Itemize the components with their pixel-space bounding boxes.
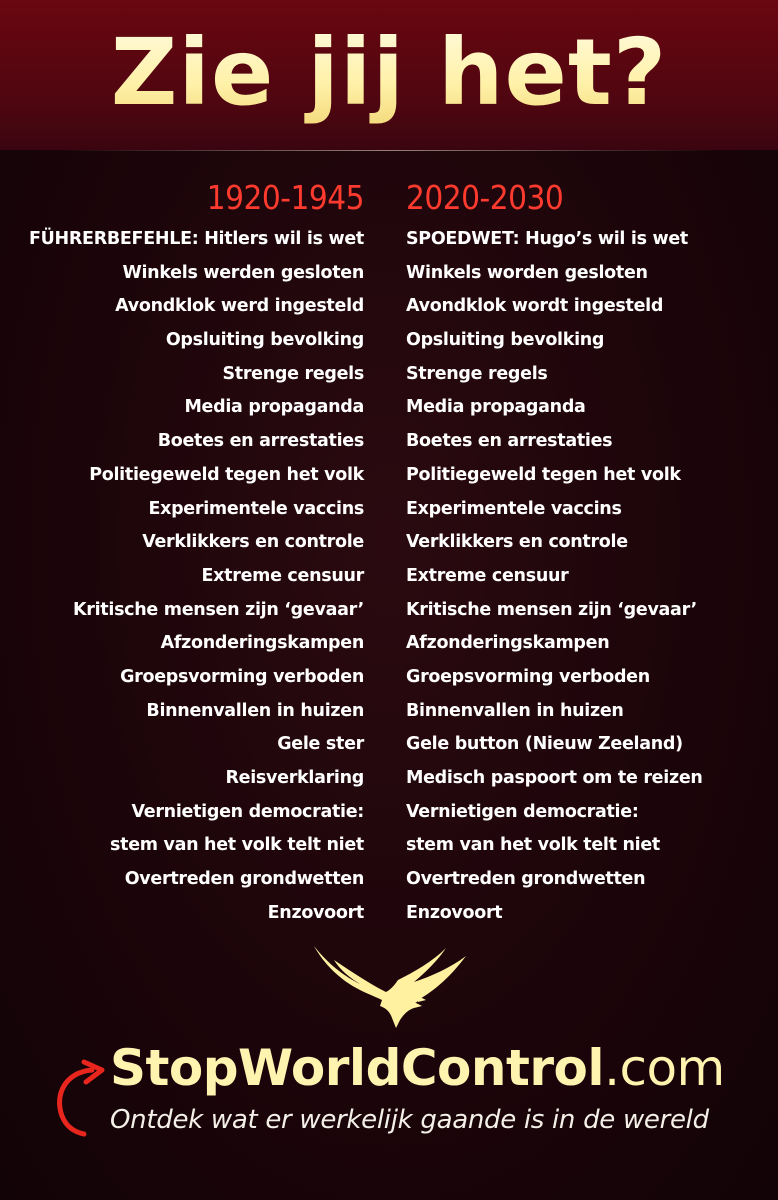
right-list-item: Experimentele vaccins [406,498,622,519]
left-list-item: Vernietigen democratie: [131,801,364,822]
left-list-item: Reisverklaring [225,768,364,788]
left-list-item: Politiegeweld tegen het volk [89,464,364,485]
right-column-list [406,223,703,930]
brand-url[interactable] [110,1036,725,1100]
left-list-item: Gele ster [277,734,364,755]
right-list-item: Vernietigen democratie: [406,801,639,822]
page-title: Zie jij het? [0,18,778,128]
right-list-item: Enzovoort [406,902,503,923]
right-list-item: Verklikkers en controle [406,532,628,553]
title-divider [60,150,718,151]
left-list-item: Overtreden grondwetten [124,869,364,890]
right-list-item: Gele button (Nieuw Zeeland) [406,734,683,755]
right-list-item: Opsluiting bevolking [406,330,605,351]
left-list-item: stem van het volk telt niet [110,835,364,856]
brand-tld: .com [604,1039,725,1097]
right-list-item: Afzonderingskampen [406,633,610,654]
left-column-heading: 1920-1945 [206,178,364,217]
left-list-item: Groepsvorming verboden [120,666,364,687]
left-list-item: Boetes en arrestaties [157,431,364,452]
right-list-item: Kritische mensen zijn ‘gevaar’ [406,599,697,620]
right-list-item: SPOEDWET: Hugo’s wil is wet [406,229,688,249]
curved-arrow-icon [46,1058,116,1138]
right-list-item: Medisch paspoort om te reizen [406,768,703,788]
right-list-item: Media propaganda [406,397,586,418]
left-list-item: Winkels werden gesloten [122,262,364,283]
left-list-item: Verklikkers en controle [142,532,364,553]
right-list-item: Binnenvallen in huizen [406,700,624,721]
left-list-item: FÜHRERBEFEHLE: Hitlers wil is wet [28,229,364,249]
right-column-heading: 2020-2030 [406,178,564,217]
right-list-item: Boetes en arrestaties [406,431,613,452]
left-list-item: Extreme censuur [201,565,364,586]
eagle-icon [310,942,470,1032]
left-list-item: Strenge regels [222,363,364,384]
left-list-item: Media propaganda [184,397,364,418]
right-list-item: stem van het volk telt niet [406,835,660,856]
right-list-item: Groepsvorming verboden [406,666,650,687]
right-list-item: Strenge regels [406,363,548,384]
left-list-item: Afzonderingskampen [160,633,364,654]
tagline: Ontdek wat er werkelijk gaande is in de wereld [110,1105,709,1135]
left-list-item: Opsluiting bevolking [165,330,364,351]
left-list-item: Enzovoort [267,902,364,923]
right-list-item: Overtreden grondwetten [406,869,646,890]
left-list-item: Kritische mensen zijn ‘gevaar’ [73,599,364,620]
left-list-item: Avondklok werd ingesteld [115,296,364,317]
right-list-item: Politiegeweld tegen het volk [406,464,681,485]
right-list-item: Avondklok wordt ingesteld [406,296,664,317]
left-column-list [29,223,364,930]
right-list-item: Winkels worden gesloten [406,262,648,283]
left-list-item: Binnenvallen in huizen [146,700,364,721]
brand-name: StopWorldControl [110,1039,605,1097]
left-list-item: Experimentele vaccins [148,498,364,519]
right-list-item: Extreme censuur [406,565,569,586]
